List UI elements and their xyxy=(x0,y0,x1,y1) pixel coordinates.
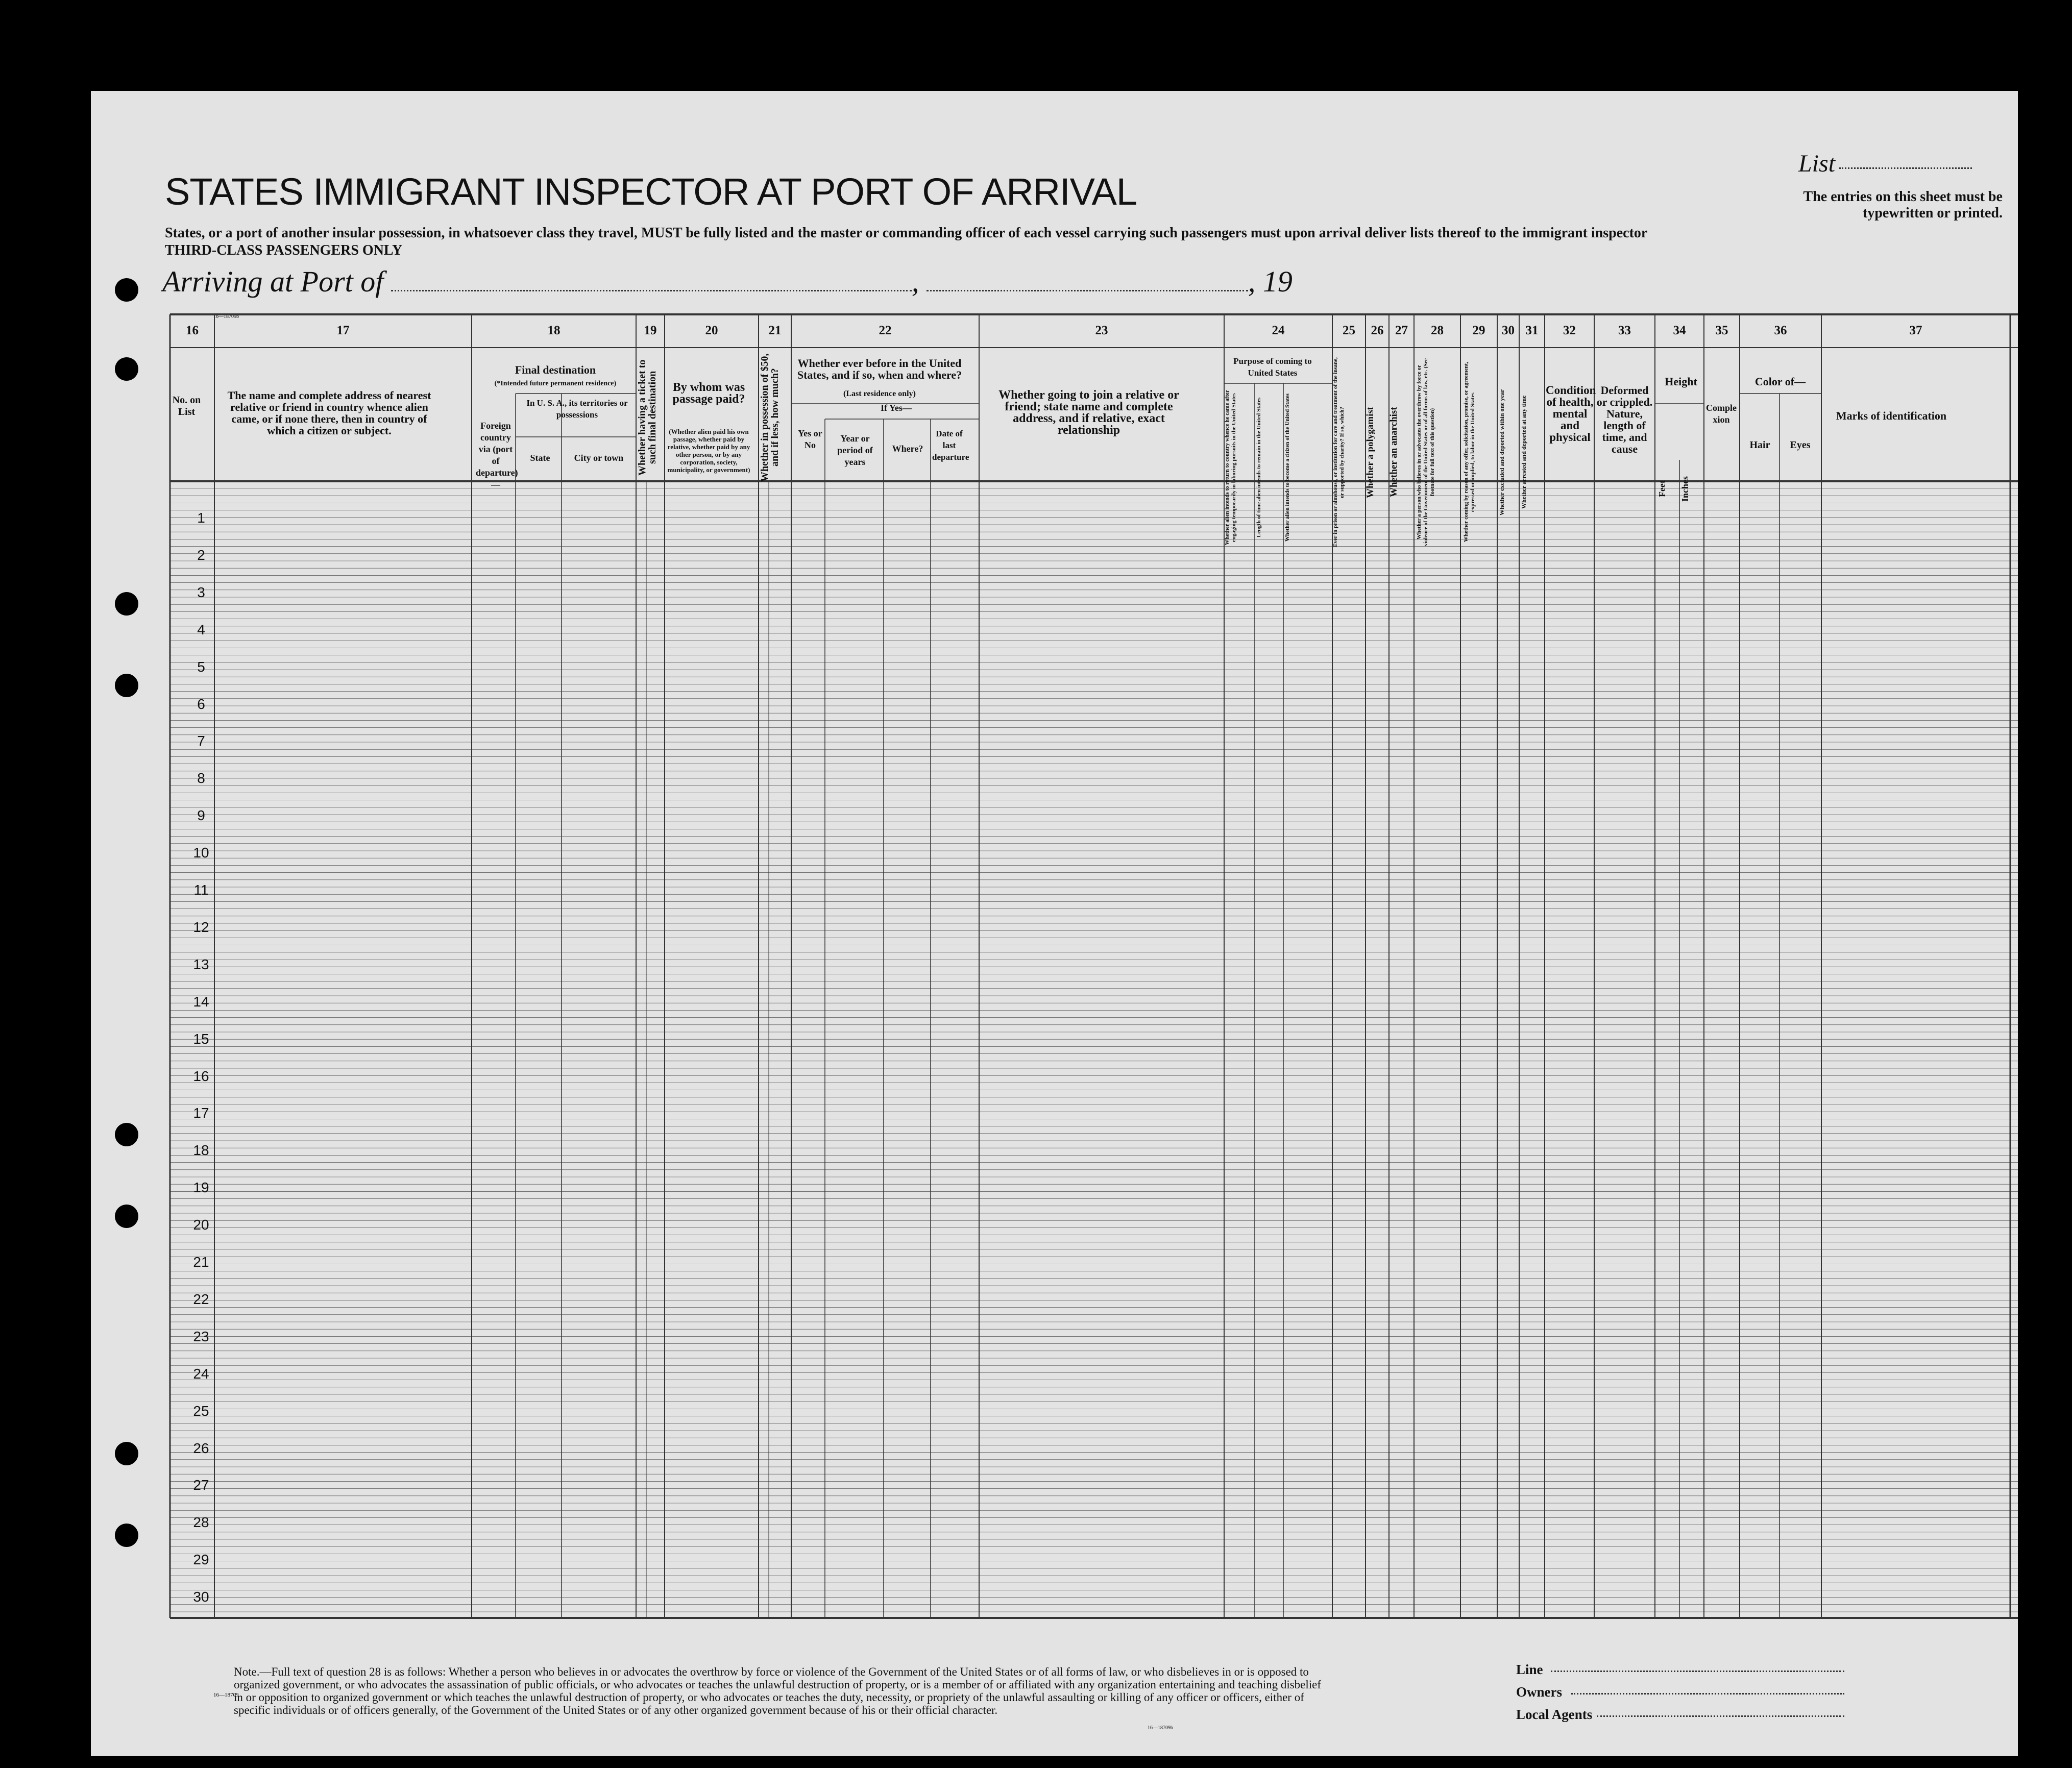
column-number: 31 xyxy=(1525,324,1539,337)
page-title: STATES IMMIGRANT INSPECTOR AT PORT OF ARRIVAL xyxy=(165,170,1137,213)
header-state: State xyxy=(530,453,550,463)
header-relative-address: The name and complete address of nearest relative or friend in country whence alien came, or if none there, then in country of which a citizen or subject. xyxy=(227,389,431,437)
line-field[interactable] xyxy=(1551,1671,1844,1672)
row-number: 25 xyxy=(193,1403,209,1419)
row-number: 19 xyxy=(193,1180,209,1196)
row-number: 23 xyxy=(193,1328,209,1344)
column-number: 37 xyxy=(1909,324,1922,337)
header-passage-paid-sub: (Whether alien paid his own passage, whether paid by relative, whether paid by any other person, or by any corporation, society, municipality, or government) xyxy=(667,428,750,474)
header-excluded: Whether excluded and deported within one year xyxy=(1498,389,1505,515)
header-if-yes: If Yes— xyxy=(881,403,912,413)
header-eyes: Eyes xyxy=(1790,439,1811,451)
header-color-of: Color of— xyxy=(1754,375,1806,388)
header-purpose: Purpose of coming to United States xyxy=(1233,356,1312,378)
list-label: List xyxy=(1798,150,1836,177)
header-join-relative: Whether going to join a relative or friend; state name and complete address, and if relative, exact relationship xyxy=(998,388,1179,437)
instruction-line-1: States, or a port of another insular possession, in whatsoever class they travel, MUST be fully listed and the master or commanding officer of each vessel carrying such passengers must upon arrival deliver lists thereof to the immigrant inspector xyxy=(165,225,1648,241)
row-number: 8 xyxy=(197,770,205,787)
column-number: 30 xyxy=(1502,324,1515,337)
header-where: Where? xyxy=(892,444,923,454)
header-purpose-b: Length of time alien intends to remain in the United States xyxy=(1256,397,1262,538)
header-no-on-list: No. on List xyxy=(172,395,201,418)
row-number: 20 xyxy=(193,1217,209,1233)
header-height: Height xyxy=(1665,375,1697,388)
row-number: 14 xyxy=(193,993,209,1010)
manifest-sheet xyxy=(91,91,2018,1756)
row-number: 2 xyxy=(197,547,205,563)
row-number: 22 xyxy=(193,1291,209,1307)
column-number: 35 xyxy=(1715,324,1728,337)
header-city: City or town xyxy=(574,453,624,463)
arriving-label: Arriving at Port of xyxy=(162,265,384,298)
local-agents-label: Local Agents xyxy=(1516,1707,1593,1722)
header-marks: Marks of identification xyxy=(1836,409,1947,422)
row-number: 7 xyxy=(197,733,205,749)
row-number: 28 xyxy=(193,1514,209,1531)
punch-hole xyxy=(115,674,138,697)
row-number: 29 xyxy=(193,1552,209,1568)
form-code-top: 16—18709b xyxy=(213,314,239,320)
punch-hole xyxy=(115,1205,138,1228)
column-number: 17 xyxy=(336,324,350,337)
header-polygamist: Whether a polygamist xyxy=(1365,406,1376,498)
header-final-destination: Final destination xyxy=(515,363,596,376)
column-number: 34 xyxy=(1673,324,1686,337)
row-number: 24 xyxy=(193,1365,209,1382)
column-number: 16 xyxy=(186,324,199,337)
punch-hole xyxy=(115,357,138,381)
header-complexion: Complexion xyxy=(1706,403,1737,425)
header-arrested: Whether arrested and deported at any time xyxy=(1520,395,1527,509)
column-number: 24 xyxy=(1272,324,1285,337)
local-agents-field[interactable] xyxy=(1597,1715,1844,1717)
punch-hole xyxy=(115,592,138,616)
column-number: 26 xyxy=(1371,324,1384,337)
header-purpose-c: Whether alien intends to become a citizen of the United States xyxy=(1284,393,1290,542)
header-labor-offer: Whether coming by reason of any offer, solicitation, promise, or agreement, expressed or implied, to labor in the United States xyxy=(1463,362,1476,543)
punch-hole xyxy=(115,278,138,302)
instruction-line-2: THIRD-CLASS PASSENGERS ONLY xyxy=(165,242,403,258)
year-prefix: 19 xyxy=(1262,265,1293,298)
header-last-departure: Date of last departure xyxy=(932,429,969,462)
header-ticket: Whether having a ticket to such final destination xyxy=(637,359,658,476)
column-number: 21 xyxy=(768,324,782,337)
punch-hole xyxy=(115,1524,138,1547)
header-foreign-country: Foreign country via (port of departure)— xyxy=(476,421,518,489)
row-number: 17 xyxy=(193,1105,209,1121)
header-anarchist: Whether an anarchist xyxy=(1388,407,1399,498)
punch-hole xyxy=(115,1442,138,1465)
column-number: 22 xyxy=(879,324,892,337)
row-number: 15 xyxy=(193,1030,209,1047)
row-number: 12 xyxy=(193,919,209,935)
form-code-footer: 16—18709b xyxy=(1148,1725,1173,1731)
column-number: 36 xyxy=(1774,324,1787,337)
header-inches: Inches xyxy=(1680,476,1690,502)
row-number: 10 xyxy=(193,845,209,861)
row-number: 11 xyxy=(193,882,209,898)
footnote-question-28: Note.—Full text of question 28 is as follows: Whether a person who believes in or advocates the overthrow by force or violence of the Government of the United States or of all forms of law, or who disbelieves in or is opposed to organized government, or who advocates the assassination of public officials, or who advocates or teaches the unlawful destruction of property, or is a member of or affiliated with any organization entertaining and teaching disbelief in or opposition to organized government or which teaches the unlawful destruction of property, or who advocates or teaches the duty, necessity, or propriety of the unlawful assaulting or killing of any officer or officers, either of specific individuals or of officers generally, of the Government of the United States or of any other organized government because of his or their official character. xyxy=(234,1665,1322,1716)
header-overthrow: Whether a person who believes in or advocates the overthrow by force or violence of the Government of the United States or of all forms of law, etc. (See footnote for full text of this question) xyxy=(1416,358,1435,546)
row-number: 26 xyxy=(193,1440,209,1456)
row-number: 30 xyxy=(193,1589,209,1605)
manifest-grid xyxy=(91,91,2018,1756)
row-number: 1 xyxy=(197,510,205,526)
column-number: 20 xyxy=(705,324,718,337)
arriving-line: Arriving at Port of , , 19 xyxy=(162,265,1293,298)
column-number: 27 xyxy=(1395,324,1408,337)
header-deformed: Deformed or crippled. Nature, length of time, and cause xyxy=(1596,384,1653,455)
column-number: 28 xyxy=(1431,324,1444,337)
header-hair: Hair xyxy=(1749,439,1770,451)
column-number: 23 xyxy=(1095,324,1108,337)
header-ever-before: Whether ever before in the United States, and if so, when and where? xyxy=(797,357,962,381)
row-number: 16 xyxy=(193,1068,209,1084)
column-number: 32 xyxy=(1563,324,1576,337)
header-yes-or-no: Yes or No xyxy=(798,428,822,450)
header-passage-paid: By whom was passage paid? xyxy=(672,381,745,406)
header-prison: Ever in prison or almshouse, or institution for care and treatment of the insane, or supported by charity? If so, which? xyxy=(1332,357,1345,547)
row-number: 4 xyxy=(197,621,205,637)
header-feet: Feet xyxy=(1657,480,1667,498)
row-number: 21 xyxy=(193,1254,209,1270)
row-number: 5 xyxy=(197,658,205,675)
row-number: 27 xyxy=(193,1477,209,1493)
column-number: 18 xyxy=(547,324,560,337)
header-purpose-a: Whether alien intends to return to country whence he came after engaging temporarily in laboring pursuits in the United States xyxy=(1224,390,1237,545)
line-label: Line xyxy=(1516,1662,1543,1677)
column-number: 19 xyxy=(644,324,657,337)
column-number: 29 xyxy=(1472,324,1485,337)
row-number: 3 xyxy=(197,584,205,600)
column-number: 25 xyxy=(1343,324,1355,337)
row-number: 9 xyxy=(197,807,205,824)
header-final-destination-sub: (*Intended future permanent residence) xyxy=(494,380,617,387)
header-period: Year or period of years xyxy=(837,433,873,467)
column-number: 33 xyxy=(1618,324,1631,337)
owners-field[interactable] xyxy=(1571,1693,1844,1695)
row-number: 18 xyxy=(193,1142,209,1159)
header-ever-before-sub: (Last residence only) xyxy=(843,389,916,398)
owners-label: Owners xyxy=(1516,1684,1562,1700)
punch-hole xyxy=(115,1123,138,1146)
header-usa: In U. S. A., its territories or possessions xyxy=(526,398,628,420)
header-health: Condition of health, mental and physical xyxy=(1546,384,1596,444)
typewritten-note: The entries on this sheet must be typewritten or printed. xyxy=(1803,189,2003,221)
row-number: 6 xyxy=(197,696,205,712)
header-fifty-dollars: Whether in possession of $50, and if less, how much? xyxy=(759,353,781,482)
form-code-bottom: 16—18709 xyxy=(213,1692,239,1698)
row-number: 13 xyxy=(193,956,209,972)
